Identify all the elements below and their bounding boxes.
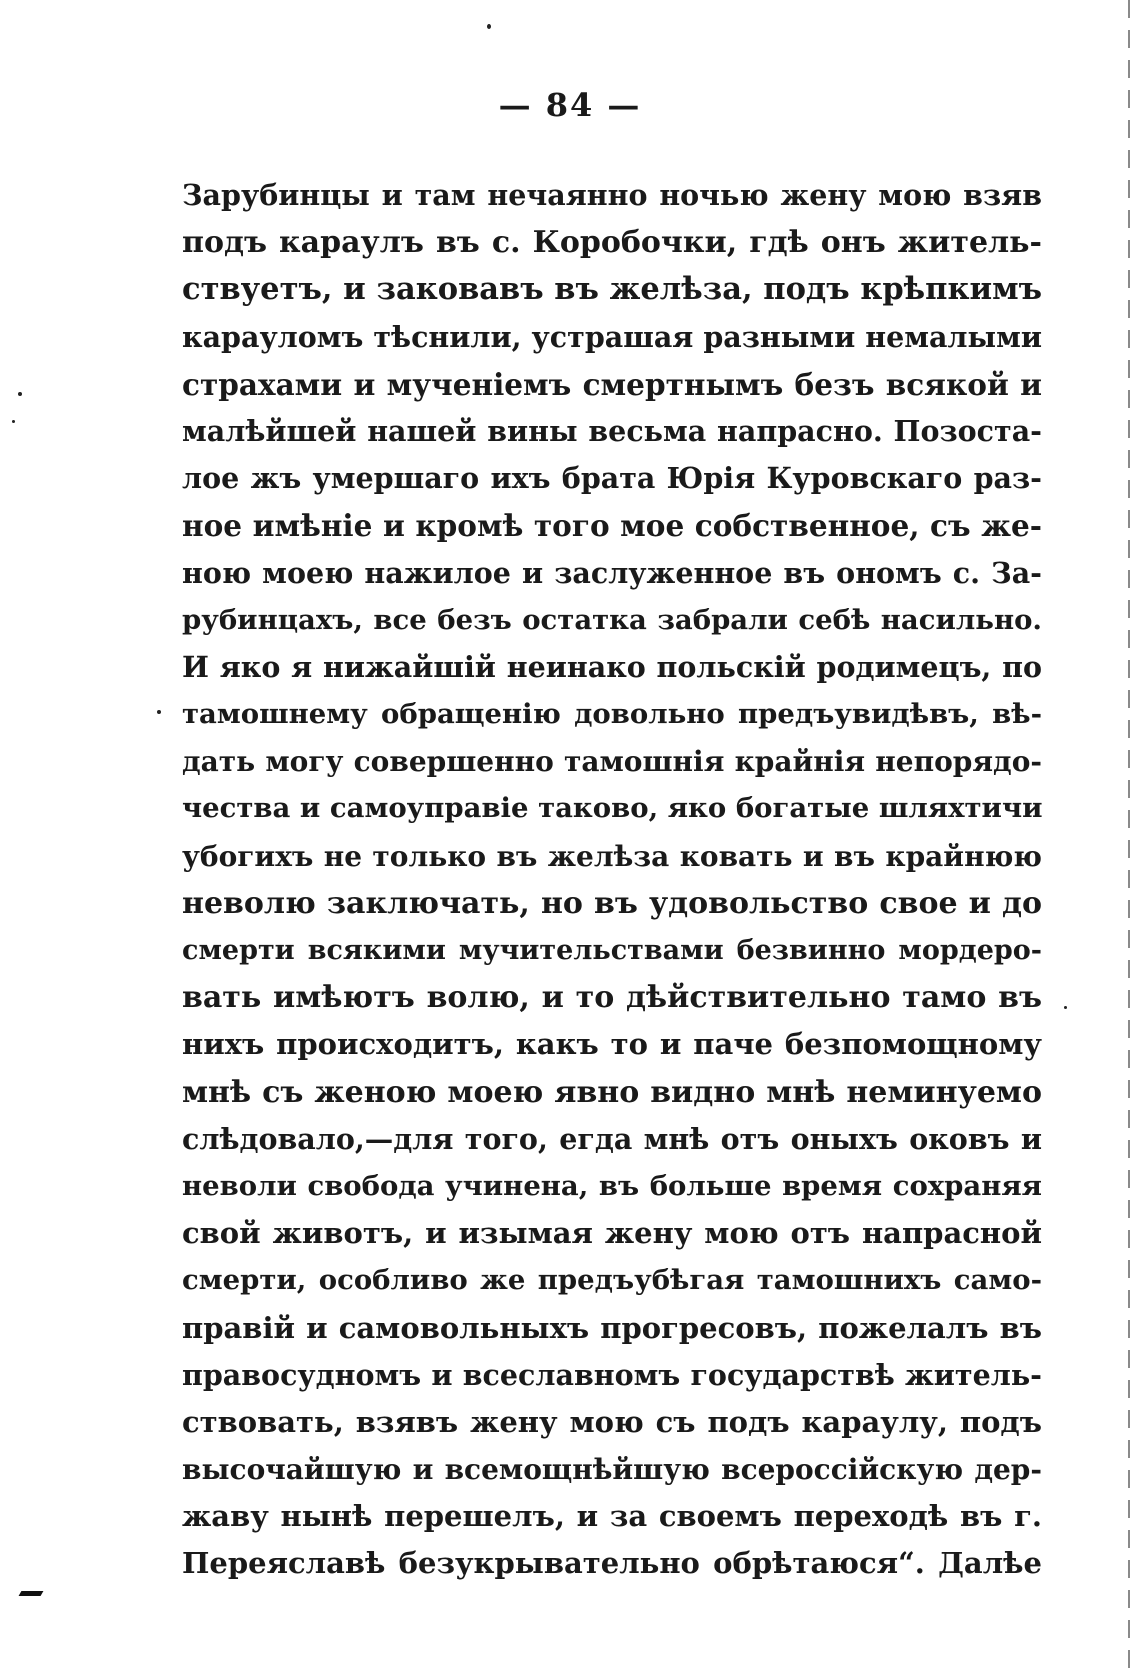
text-line: смерти, особливо же предъубѣгая тамошнихъ само-	[182, 1264, 1042, 1297]
text-line: ною моею нажилое и заслуженное въ ономъ с. За-	[182, 555, 1042, 590]
text-line: лое жъ умершаго ихъ брата Юрія Куровскаго раз-	[182, 461, 1042, 496]
page-edge-rule	[1128, 0, 1130, 1672]
margin-mark	[19, 1591, 44, 1596]
text-line: малѣйшей нашей вины весьма напрасно. Позоста-	[182, 413, 1042, 448]
text-line: карауломъ тѣснили, устрашая разными немалыми	[182, 319, 1042, 354]
text-line: нихъ происходитъ, какъ то и паче безпомощному	[182, 1027, 1042, 1062]
text-line: свой животъ, и изымая жену мою отъ напрасной	[182, 1216, 1042, 1251]
text-line: неволи свобода учинена, въ больше время сохраняя	[182, 1169, 1042, 1202]
text-line: смерти всякими мучительствами безвинно мордеро-	[182, 935, 1042, 966]
scan-speck	[12, 420, 15, 423]
scan-speck	[487, 24, 491, 29]
text-line: тамошнему обращенію довольно предъувидѣвъ, вѣ-	[182, 698, 1042, 731]
text-line: рубинцахъ, все безъ остатка забрали себѣ насильно.	[182, 603, 1042, 636]
text-line: Зарубинцы и там нечаянно ночью жену мою взяв	[182, 178, 1042, 212]
scan-speck	[1064, 1006, 1067, 1009]
body-text	[182, 172, 1042, 1588]
text-line: мнѣ съ женою моею явно видно мнѣ неминуемо	[182, 1074, 1042, 1110]
text-line: подъ караулъ въ с. Коробочки, гдѣ онъ житель-	[182, 225, 1042, 261]
text-line: И яко я нижайшій неинако польскій родимецъ, по	[182, 649, 1042, 684]
text-line: слѣдовало,—для того, егда мнѣ отъ оныхъ оковъ и	[182, 1121, 1042, 1156]
text-line: дать могу совершенно тамошнія крайнія непорядо-	[182, 745, 1042, 779]
text-line: вать имѣютъ волю, и то дѣйствительно тамо въ	[182, 980, 1042, 1016]
text-line: страхами и мученіемъ смертнымъ безъ всякой и	[182, 366, 1042, 402]
text-line: неволю заключать, но въ удовольство свое и до	[182, 885, 1042, 921]
scan-speck	[18, 392, 22, 396]
text-line: ствовать, взявъ жену мою съ подъ караулу, подъ	[182, 1404, 1042, 1439]
text-line: убогихъ не только въ желѣза ковать и въ крайнюю	[182, 839, 1042, 873]
text-line: ствуетъ, и заковавъ въ желѣза, подъ крѣпкимъ	[182, 271, 1042, 308]
scan-speck	[157, 710, 161, 714]
text-line: Переяславѣ безукрывательно обрѣтаюся“. Далѣе	[182, 1546, 1042, 1581]
text-line: высочайшую и всемощнѣйшую всероссійскую дер-	[182, 1453, 1042, 1487]
page-number: — 84 —	[498, 86, 642, 124]
text-line: ное имѣніе и кромѣ того мое собственное, съ же-	[182, 508, 1042, 544]
text-line: жаву нынѣ перешелъ, и за своемъ переходѣ въ г.	[182, 1499, 1042, 1534]
text-line: правій и самовольныхъ прогресовъ, пожелалъ въ	[182, 1310, 1042, 1345]
text-line: правосудномъ и всеславномъ государствѣ житель-	[182, 1357, 1042, 1392]
text-line: чества и самоуправіе таково, яко богатые шляхтичи	[182, 792, 1043, 825]
